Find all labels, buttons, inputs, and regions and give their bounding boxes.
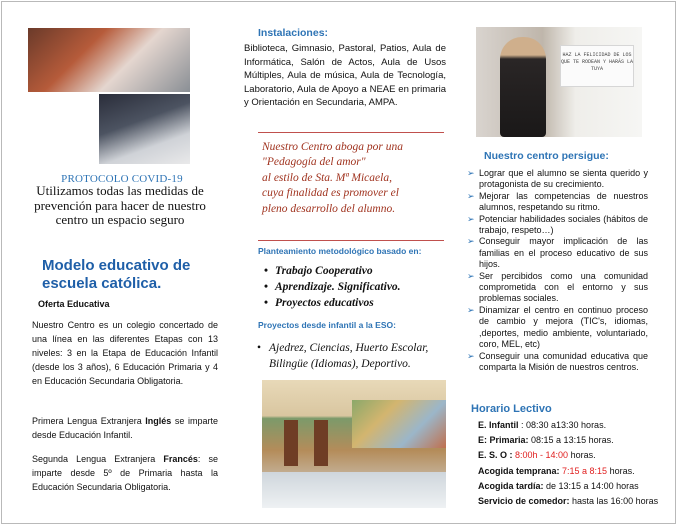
second-language-name: Francés	[163, 454, 198, 464]
covid-temperature-photo	[28, 28, 190, 92]
schedule-title: Horario Lectivo	[471, 403, 552, 415]
methodology-list	[276, 263, 401, 311]
offer-paragraph: Nuestro Centro es un colegio concertado de una línea en las diferentes Etapas con 13 niveles: 3 en la Etapa de Educación Infantil (desde los 3 años), 6 Educación Primaria y 4 en Educación Secundaria Obligatoria.	[32, 320, 218, 386]
methodology-item: • Aprendizaje. Significativo.	[276, 279, 401, 295]
schedule-row-comedor	[478, 494, 664, 509]
projects-text	[257, 340, 448, 372]
arrow-icon: ➢	[467, 236, 475, 247]
quote-line: Nuestro Centro aboga por una	[262, 141, 403, 153]
facilities-text: Biblioteca, Gimnasio, Pastoral, Patios, Aula de Informática, Salón de Actos, Aula de Usos Múltiples, Aula de música, Aula de Tecnología, Laboratorio, Aula de Apoyo a NEAE en primaria y Orientación en Secundaria, AMPA.	[244, 43, 446, 109]
schedule-label: Servicio de comedor:	[478, 496, 570, 507]
goal-text: Ser percibidos como una comunidad comprometida con el entorno y sus problemas sociales.	[479, 270, 648, 304]
schedule-value: 08:15 a 13:15 horas.	[528, 435, 614, 446]
schedule-label: E. S. O :	[478, 450, 513, 461]
quote-line: "Pedagogía del amor"	[262, 156, 366, 169]
methodology-item: • Trabajo Cooperativo	[276, 263, 401, 279]
first-language-rest: se imparte desde Educación Infantil.	[32, 416, 218, 440]
projects-title: Proyectos desde infantil a la ESO:	[258, 320, 396, 330]
statue-image	[500, 37, 546, 137]
goal-item	[467, 351, 648, 374]
methodology-title: Planteamiento metodológico basado en:	[258, 246, 422, 256]
schedule-value: 7:15 a 8:15	[559, 465, 608, 476]
arrow-icon: ➢	[467, 350, 475, 361]
arrow-icon: ➢	[467, 213, 475, 224]
model-title: Modelo educativo de escuela católica.	[42, 257, 191, 292]
covid-protocol-text: Utilizamos todas las medidas de prevención para hacer de nuestro centro un espacio seguro	[34, 183, 206, 227]
santa-micaela-photo	[476, 27, 642, 137]
goal-text: Potenciar habilidades sociales (hábitos de trabajo, respeto…)	[479, 213, 648, 236]
schedule-row-eso	[478, 448, 664, 463]
schedule-suffix: horas.	[607, 465, 635, 476]
goal-text: Conseguir mayor implicación de las familias en el proceso educativo de sus hijos.	[479, 236, 648, 270]
schedule-label: E: Primaria:	[478, 435, 529, 446]
schedule-value: 8:00h - 14:00	[512, 450, 569, 461]
schedule-row-temprana	[478, 464, 664, 479]
offer-title: Oferta Educativa	[38, 299, 110, 309]
projects-list: Ajedrez, Ciencias, Huerto Escolar, Bilingüe (Idiomas), Deportivo.	[269, 342, 429, 370]
schedule-label: E. Infantil	[478, 420, 519, 430]
second-language-rest: : se imparte desde 5º de Primaria hasta la Educación Secundaria Obligatoria.	[32, 454, 218, 492]
divider	[258, 240, 444, 241]
second-language-paragraph	[32, 452, 218, 494]
projects-bullet: •	[257, 342, 262, 354]
door-image	[314, 420, 328, 466]
schedule-label: Acogida temprana:	[478, 465, 560, 476]
goal-item	[467, 191, 648, 214]
goals-list	[467, 168, 648, 373]
schedule-table	[478, 418, 664, 509]
pedagogy-quote	[262, 140, 448, 217]
schedule-label: Acogida tardía:	[478, 480, 544, 491]
goal-item	[467, 305, 648, 351]
schedule-value: hasta las 16:00 horas	[569, 496, 659, 507]
first-language-lead: Primera Lengua Extranjera	[32, 416, 146, 426]
quote-line: al estilo de Sta. Mª Micaela,	[262, 171, 392, 184]
goal-text: Dinamizar el centro en continuo proceso de cambio y mejora (TIC's, idiomas, ,deportes, medio ambiente, voluntariado, coro, MEL, etc)	[479, 304, 648, 350]
goal-item	[467, 168, 648, 191]
covid-protocol-title: PROTOCOLO COVID-19	[61, 173, 183, 185]
schedule-row-primaria	[478, 433, 664, 448]
quote-line: pleno desarrollo del alumno.	[262, 202, 396, 215]
goal-item	[467, 214, 648, 237]
goal-text: Lograr que el alumno se sienta querido y protagonista de su crecimiento.	[479, 168, 648, 190]
methodology-item: • Proyectos educativos	[276, 295, 401, 311]
arrow-icon: ➢	[467, 304, 475, 315]
floor-image	[262, 472, 446, 508]
mural-image	[352, 400, 446, 448]
goal-item	[467, 271, 648, 305]
divider	[258, 132, 444, 133]
goal-item	[467, 236, 648, 270]
schedule-value: : 08:30 a13:30 horas.	[518, 420, 607, 430]
arrow-icon: ➢	[467, 168, 475, 178]
first-language-name: Inglés	[145, 416, 172, 426]
school-corridor-photo	[262, 380, 446, 508]
arrow-icon: ➢	[467, 270, 475, 281]
second-language-lead: Segunda Lengua Extranjera	[32, 454, 164, 464]
goal-text: Mejorar las competencias de nuestros alumnos, respetando su ritmo.	[479, 190, 648, 213]
facilities-title: Instalaciones:	[258, 27, 329, 39]
schedule-suffix: horas.	[568, 450, 596, 461]
goal-text: Conseguir una comunidad educativa que comparta la Misión de nuestros centros.	[479, 350, 648, 372]
door-image	[284, 420, 298, 466]
schedule-row-tardia	[478, 479, 664, 494]
goals-title: Nuestro centro persigue:	[484, 150, 609, 162]
arrow-icon: ➢	[467, 190, 475, 201]
covid-hand-sanitizer-photo	[99, 94, 190, 164]
schedule-value: de 13:15 a 14:00 horas	[543, 480, 639, 491]
first-language-paragraph	[32, 414, 218, 442]
schedule-row-infantil	[478, 418, 664, 433]
motto-sign: HAZ LA FELICIDAD DE LOS QUE TE RODEAN Y HARÁS LA TUYA	[560, 45, 634, 87]
quote-line: cuya finalidad es promover el	[262, 187, 399, 200]
